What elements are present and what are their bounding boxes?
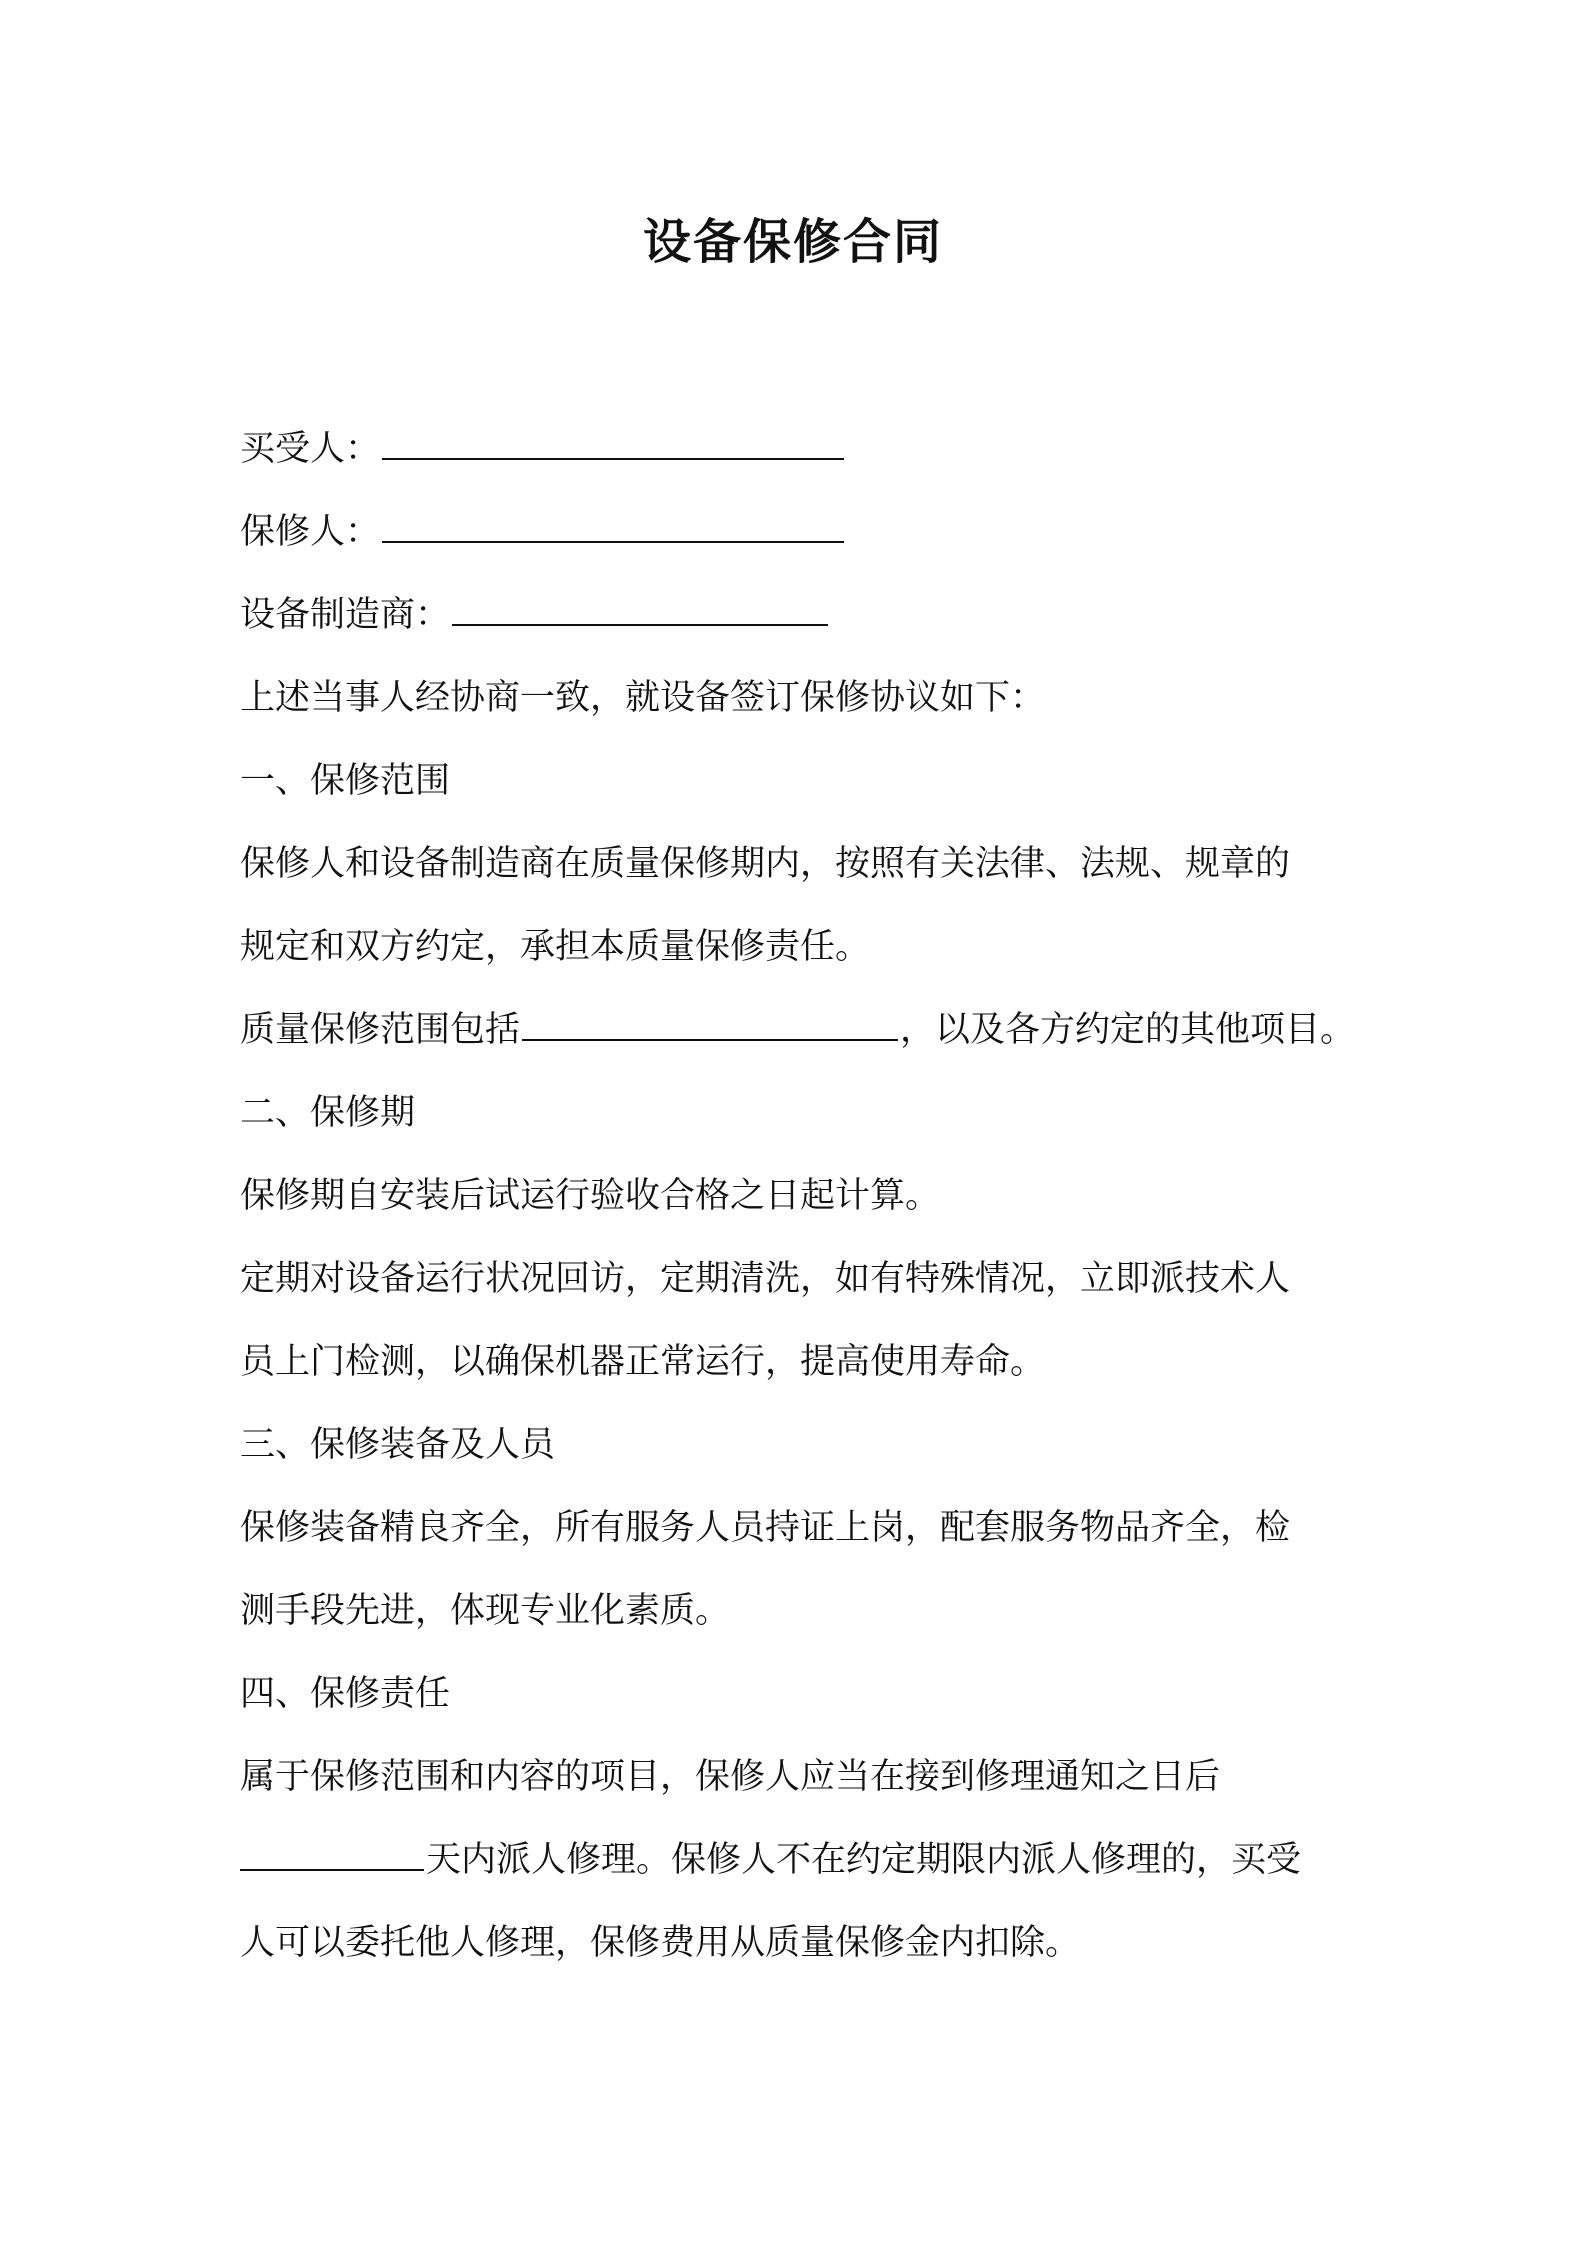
manufacturer-line bbox=[240, 574, 1380, 657]
buyer-blank[interactable] bbox=[382, 428, 844, 460]
section-4-text-line-2 bbox=[240, 1819, 1380, 1902]
section-2-text-1: 保修期自安装后试运行验收合格之日起计算。 bbox=[240, 1176, 941, 1216]
section-3-text-line-2: 测手段先进，体现专业化素质。 bbox=[240, 1591, 731, 1631]
manufacturer-label: 设备制造商： bbox=[240, 595, 451, 635]
scope-blank[interactable] bbox=[522, 1009, 898, 1041]
buyer-line bbox=[240, 408, 1380, 491]
section-1-text-line-1: 保修人和设备制造商在质量保修期内，按照有关法律、法规、规章的 bbox=[240, 844, 1291, 884]
section-4-text-line-1: 属于保修范围和内容的项目，保修人应当在接到修理通知之日后 bbox=[240, 1757, 1221, 1797]
section-3-text-line-1: 保修装备精良齐全，所有服务人员持证上岗，配套服务物品齐全，检 bbox=[240, 1508, 1291, 1548]
section-3-heading: 三、保修装备及人员 bbox=[240, 1425, 556, 1465]
section-1-heading: 一、保修范围 bbox=[240, 761, 451, 801]
section-4-text-line-3: 人可以委托他人修理，保修费用从质量保修金内扣除。 bbox=[240, 1923, 1081, 1963]
section-1-scope-line bbox=[240, 989, 1380, 1072]
warrantor-label: 保修人： bbox=[240, 512, 381, 552]
scope-text-before: 质量保修范围包括 bbox=[240, 1010, 521, 1050]
section-2-text-2-line-1: 定期对设备运行状况回访，定期清洗，如有特殊情况，立即派技术人 bbox=[240, 1259, 1291, 1299]
warrantor-blank[interactable] bbox=[382, 511, 844, 543]
buyer-label: 买受人： bbox=[240, 429, 381, 469]
section-4-heading: 四、保修责任 bbox=[240, 1674, 451, 1714]
manufacturer-blank[interactable] bbox=[452, 594, 828, 626]
section-2-text-2-line-2: 员上门检测，以确保机器正常运行，提高使用寿命。 bbox=[240, 1342, 1046, 1382]
document-title: 设备保修合同 bbox=[642, 214, 943, 270]
intro-paragraph: 上述当事人经协商一致，就设备签订保修协议如下： bbox=[240, 678, 1046, 718]
document-body bbox=[240, 408, 1380, 1985]
section-1-text-line-2: 规定和双方约定，承担本质量保修责任。 bbox=[240, 927, 871, 967]
scope-text-after: ，以及各方约定的其他项目。 bbox=[900, 1010, 1356, 1050]
warrantor-line bbox=[240, 491, 1380, 574]
days-text-after: 天内派人修理。保修人不在约定期限内派人修理的，买受 bbox=[426, 1840, 1302, 1880]
section-2-heading: 二、保修期 bbox=[240, 1093, 416, 1133]
days-blank[interactable] bbox=[240, 1839, 424, 1871]
